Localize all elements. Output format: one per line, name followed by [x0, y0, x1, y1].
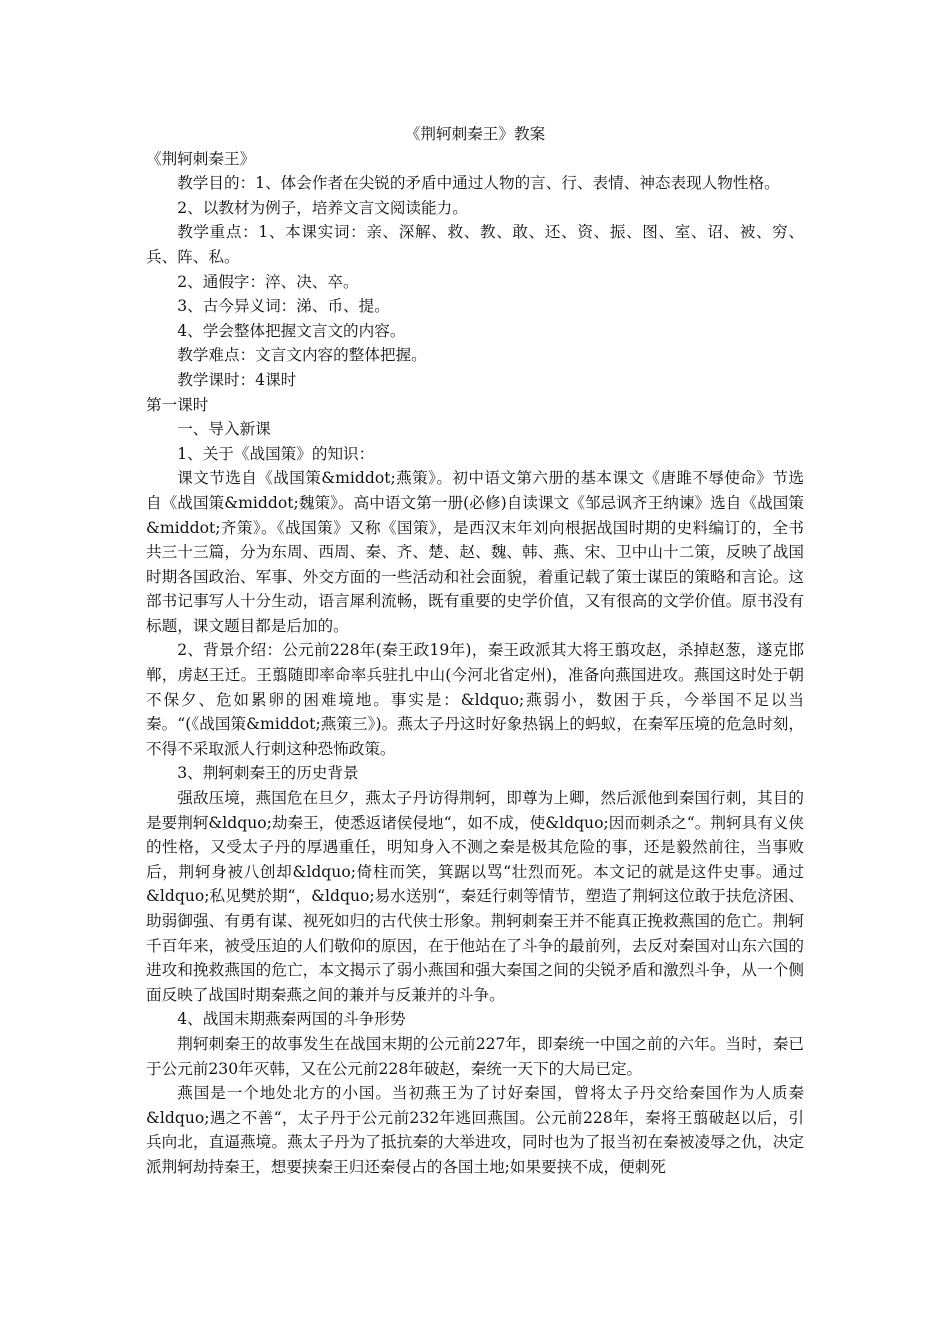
paragraph: 3、荆轲刺秦王的历史背景 — [177, 764, 359, 783]
document-title: 《荆轲刺秦王》教案 — [404, 125, 546, 143]
paragraph: 课文节选自《战国策&middot;燕策》。初中语文第六册的基本课文《唐雎不辱使命》节选自《战国策&middot;魏策》。高中语文第一册(必修)自读课文《邹忌讽齐王纳谏》选自《战国策&middot;齐策》。《战国策》又称《国策》，是西汉末年刘向根据战国时期的史料编订的，全书共三十三篇，分为东周、西周、秦、齐、楚、赵、魏、韩、燕、宋、卫中山十二策，反映了战国时期各国政治、军事、外交方面的一些活动和社会面貌，着重记载了策士谋臣的策略和言论。这部书记事写人十分生动，语言犀利流畅，既有重要的史学价值，又有很高的文学价值。原书没有标题，课文题目都是后加的。 — [146, 469, 804, 635]
paragraph: 教学课时：4课时 — [177, 370, 297, 389]
paragraph: 教学重点：1、本课实词：亲、深解、救、教、敢、还、资、振、图、室、诏、被、穷、兵、阵、私。 — [146, 223, 804, 266]
paragraph: 一、导入新课 — [177, 420, 271, 439]
paragraph: 2、以教材为例子，培养文言文阅读能力。 — [177, 198, 468, 217]
paragraph: 教学目的：1、体会作者在尖锐的矛盾中通过人物的言、行、表情、神态表现人物性格。 — [177, 174, 780, 193]
paragraph: 1、关于《战国策》的知识： — [177, 444, 375, 463]
paragraph: 3、古今异义词：涕、币、提。 — [177, 297, 390, 316]
paragraph: 2、通假字：淬、决、卒。 — [177, 272, 359, 291]
document-body — [146, 122, 804, 1180]
paragraph: 《荆轲刺秦王》 — [146, 149, 256, 168]
paragraph: 教学难点：文言文内容的整体把握。 — [177, 346, 427, 365]
paragraph: 4、学会整体把握文言文的内容。 — [177, 321, 406, 340]
paragraph: 荆轲刺秦王的故事发生在战国末期的公元前227年，即秦统一中国之前的六年。当时，秦已于公元前230年灭韩，又在公元前228年破赵，秦统一天下的大局已定。 — [146, 1034, 804, 1078]
paragraph: 4、战国末期燕秦两国的斗争形势 — [177, 1010, 406, 1029]
paragraph: 2、背景介绍：公元前228年(秦王政19年)，秦王政派其大将王翦攻赵，杀掉赵葱，遂克邯郸，虏赵王迁。王翦随即率命率兵驻扎中山(今河北省定州)，准备向燕国进攻。燕国这时处于朝不保夕、危如累卵的困难境地。事实是：&ldquo;燕弱小，数困于兵，今举国不足以当秦。“(《战国策&middot;燕策三》)。燕太子丹这时好象热锅上的蚂蚁，在秦军压境的危急时刻，不得不采取派人行刺这种恐怖政策。 — [146, 641, 804, 758]
section-heading: 第一课时 — [146, 395, 209, 414]
paragraph: 强敌压境，燕国危在旦夕，燕太子丹访得荆轲，即尊为上卿，然后派他到秦国行刺，其目的是要荆轲&ldquo;劫秦王，使悉返诸侯侵地“，如不成，使&ldquo;因而刺杀之“。荆轲具有义侠的性格，又受太子丹的厚遇重任，明知身入不测之秦是极其危险的事，还是毅然前往，当事败后，荆轲身被八创却&ldquo;倚柱而笑，箕踞以骂“壮烈而死。本文记的就是这件史事。通过&ldquo;私见樊於期“，&ldquo;易水送别“，秦廷行刺等情节，塑造了荆轲这位敢于扶危济困、助弱御强、有勇有谋、视死如归的古代侠士形象。荆轲刺秦王并不能真正挽救燕国的危亡。荆轲千百年来，被受压迫的人们敬仰的原因，在于他站在了斗争的最前列，去反对秦国对山东六国的进攻和挽救燕国的危亡，本文揭示了弱小燕国和强大秦国之间的尖锐矛盾和激烈斗争，从一个侧面反映了战国时期秦燕之间的兼并与反兼并的斗争。 — [146, 789, 804, 1004]
paragraph: 燕国是一个地处北方的小国。当初燕王为了讨好秦国，曾将太子丹交给秦国作为人质秦&ldquo;遇之不善“，太子丹于公元前232年逃回燕国。公元前228年，秦将王翦破赵以后，引兵向北，直逼燕境。燕太子丹为了抵抗秦的大举进攻，同时也为了报当初在秦被凌辱之仇，决定派荆轲劫持秦王，想要挟秦王归还秦侵占的各国土地;如果要挟不成，便刺死 — [146, 1084, 804, 1176]
